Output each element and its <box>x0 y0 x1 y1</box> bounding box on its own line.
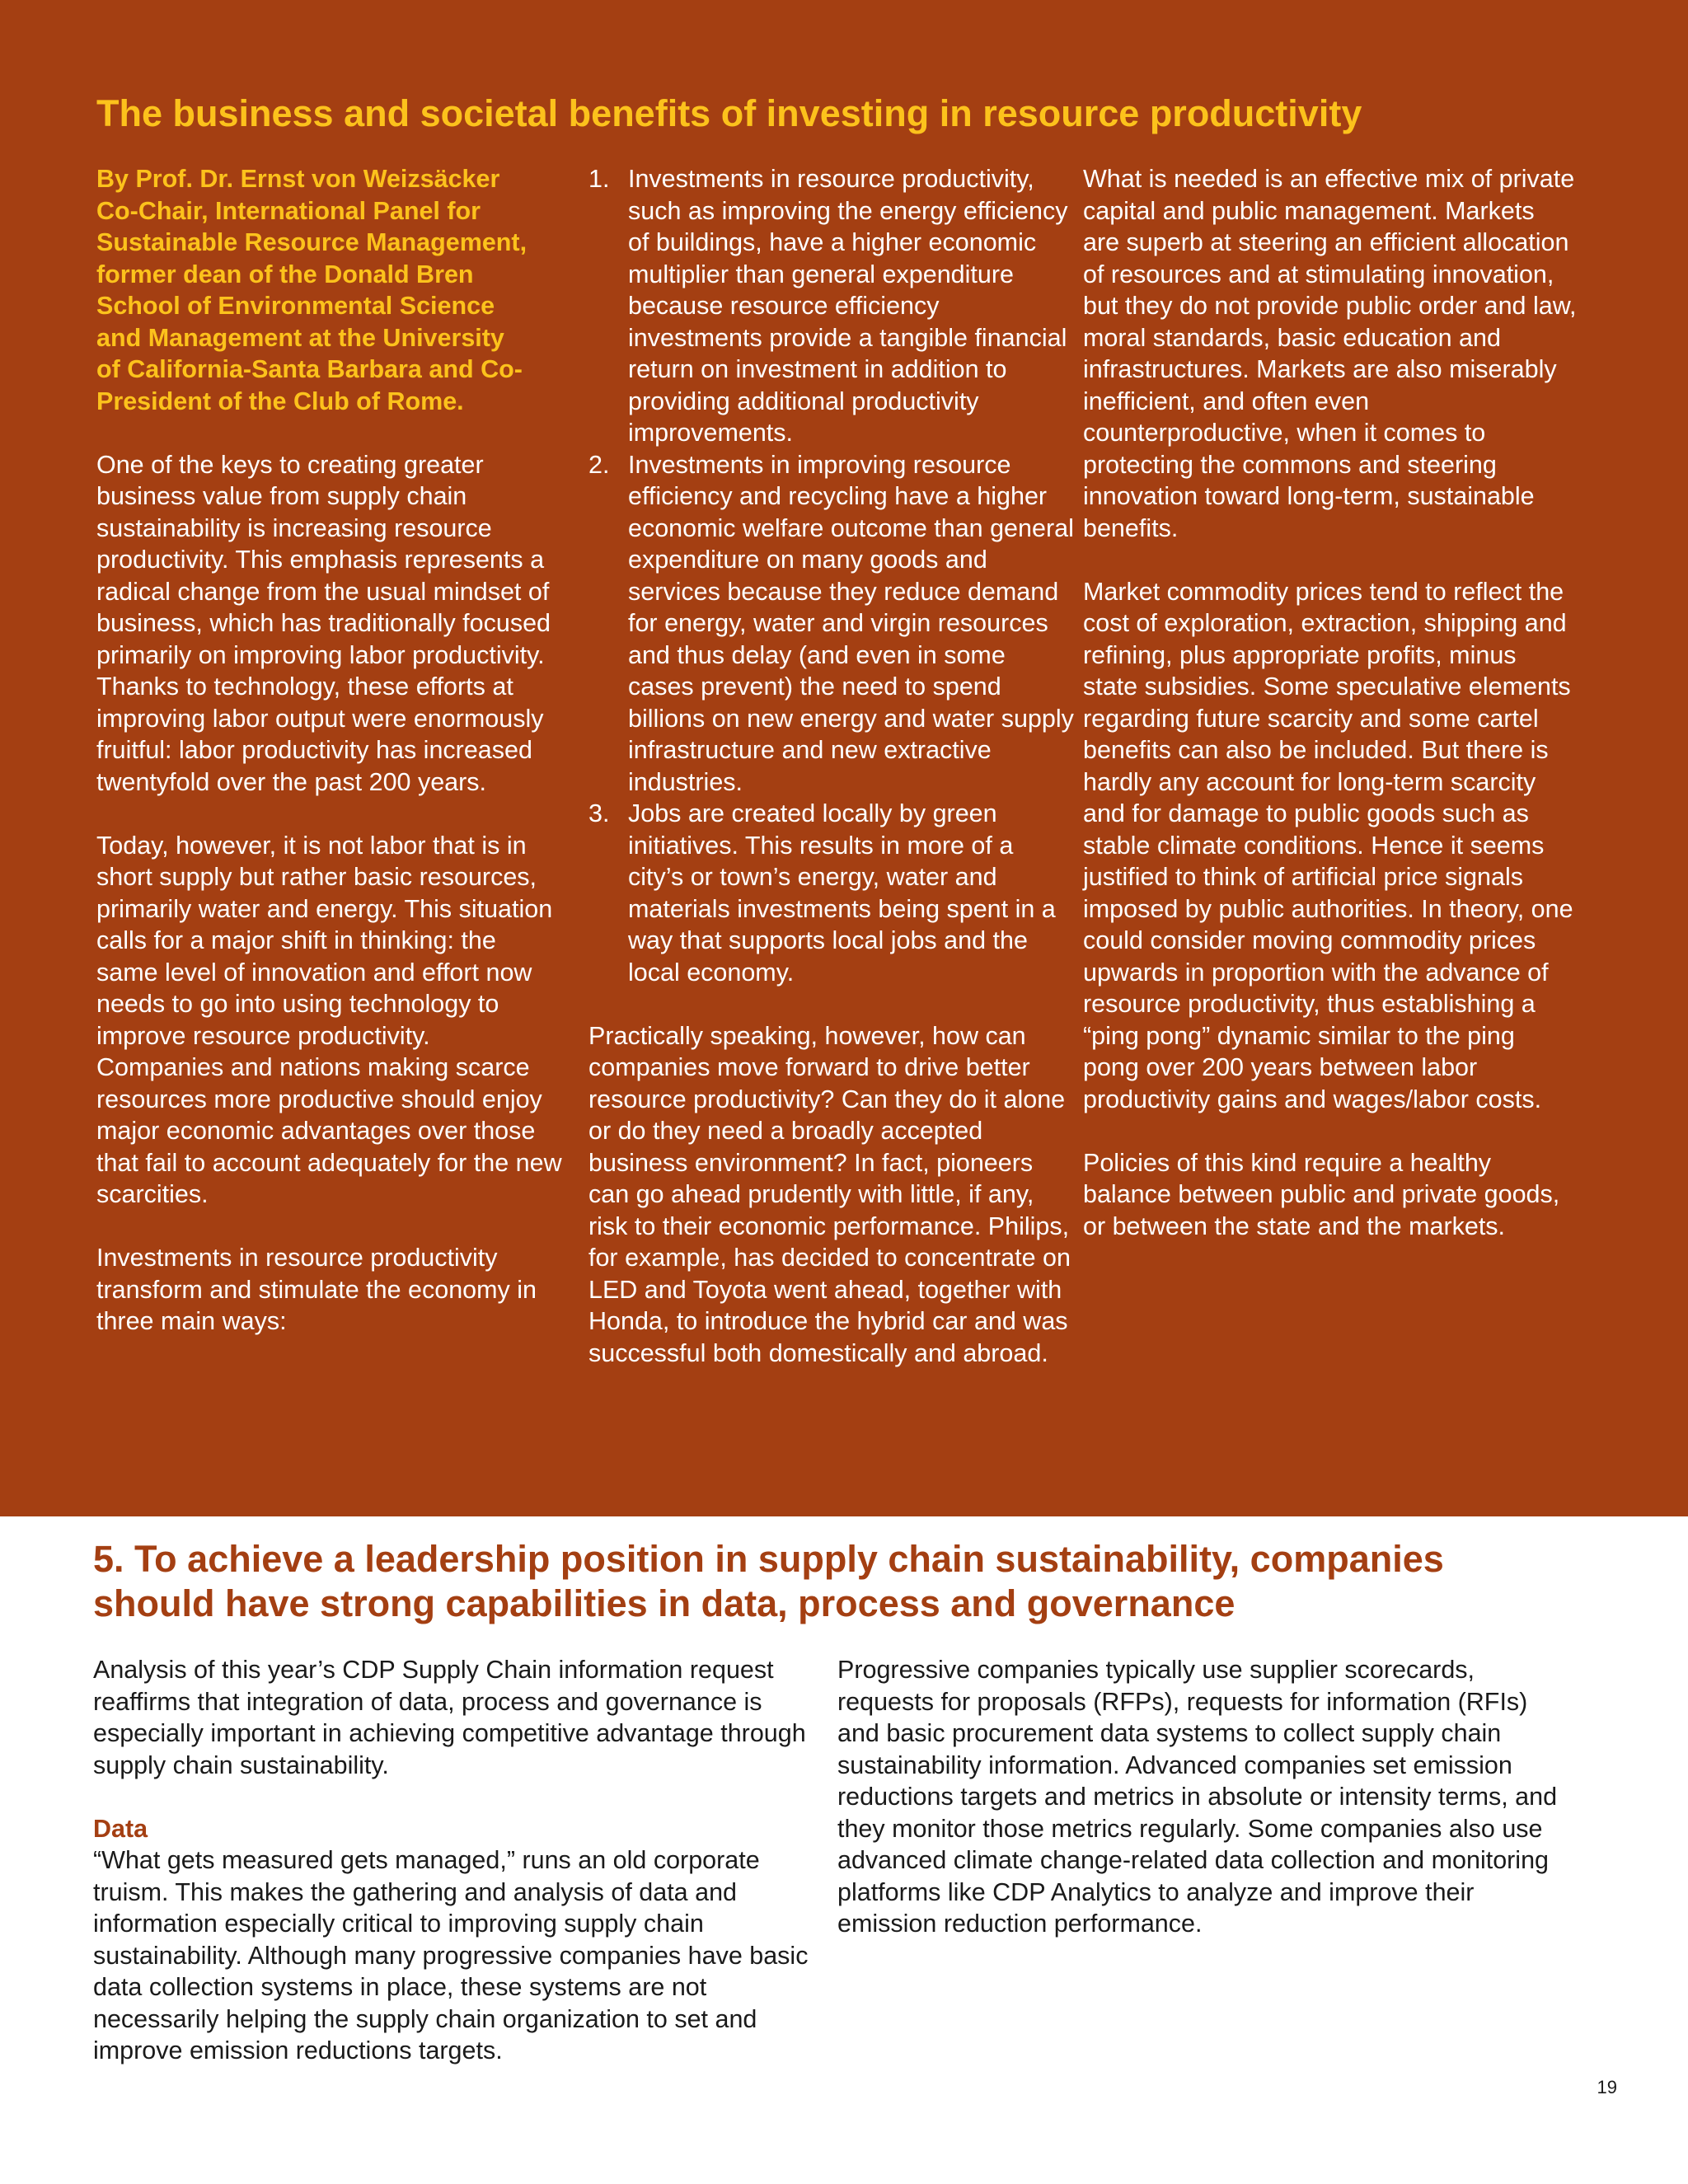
list-item-text: Investments in resource productivity, such as improving the energy efficiency of buildings, have a higher economic multiplier than general expenditure because resource efficiency investments provide a tangible financial return on investment in addition to providing additional productivity improvements. <box>628 165 1068 447</box>
list-item-text: Investments in improving resource efficiency and recycling have a higher economic welfare outcome than general expenditure on many goods and services because they reduce demand for energy, water and virgin resources and thus delay (and even in some cases prevent) the need to spend billions on new energy and water supply infrastructure and new extractive industries. <box>628 450 1074 796</box>
data-subheading: Data <box>93 1814 148 1843</box>
paragraph: Policies of this kind require a healthy balance between public and private goods, or between the state and the markets. <box>1083 1148 1560 1240</box>
numbered-list <box>588 163 1075 988</box>
paragraph: Investments in resource productivity transform and stimulate the economy in three main ways: <box>96 1244 537 1335</box>
list-item <box>588 798 1075 988</box>
paragraph: Today, however, it is not labor that is in short supply but rather basic resources, primarily water and energy. This situation calls for a major shift in thinking: the same level of innovation and effort now needs to go into using technology to improve resource productivity. Companies and nations making scarce resources more productive should enjoy major economic advantages over those that fail to account adequately for the new scarcities. <box>96 831 562 1208</box>
paragraph: Practically speaking, however, how can companies move forward to drive better resource productivity? Can they do it alone or do they need a broadly accepted business environment? In fact, pioneers can go ahead prudently with little, if any, risk to their economic performance. Philips, for example, has decided to concentrate on LED and Toyota went ahead, together with Honda, to introduce the hybrid car and was successful both domestically and abroad. <box>588 1021 1071 1367</box>
list-number: 2. <box>588 450 610 479</box>
list-item <box>588 163 1075 449</box>
list-item <box>588 449 1075 799</box>
feature-column-2 <box>588 163 1075 1369</box>
feature-column-3 <box>1083 163 1578 1242</box>
list-number: 1. <box>588 165 610 193</box>
author-byline: By Prof. Dr. Ernst von Weizsäcker Co-Chair, International Panel for Sustainable Resource Management, former dean of the Donald Bren School of Environmental Science and Management at the University of California-Santa Barbara and Co- President of the Club of Rome. <box>96 165 528 415</box>
paragraph: Market commodity prices tend to reflect the cost of exploration, extraction, shipping and refining, plus appropriate profits, minus state subsidies. Some speculative elements regarding future scarcity and some cartel benefits can also be included. But there is hardly any account for long-term scarcity and for damage to public goods such as stable climate conditions. Hence it seems justified to think of artificial price signals imposed by public authorities. In theory, one could consider moving commodity prices upwards in proportion with the advance of resource productivity, thus establishing a “ping pong” dynamic similar to the ping pong over 200 years between labor productivity gains and wages/labor costs. <box>1083 577 1573 1113</box>
section-heading: 5. To achieve a leadership position in supply chain sustainability, companies should have strong capabilities in data, process and governance <box>93 1538 1444 1624</box>
data-paragraph: “What gets measured gets managed,” runs an old corporate truism. This makes the gathering and analysis of data and information especially critical to improving supply chain sustainability. Although many progressive companies have basic data collection systems in place, these systems are not necessarily helping the supply chain organization to set and improve emission reductions targets. <box>93 1846 809 2064</box>
page-number: 19 <box>1597 2077 1617 2097</box>
paragraph: One of the keys to creating greater business value from supply chain sustainability is increasing resource productivity. This emphasis represents a radical change from the usual mindset of business, which has traditionally focused primarily on improving labor productivity. Thanks to technology, these efforts at improving labor output were enormously fruitful: labor productivity has increased twentyfold over the past 200 years. <box>96 450 551 796</box>
section-column-left <box>93 1654 818 2067</box>
paragraph: What is needed is an effective mix of private capital and public management. Markets are superb at steering an efficient allocation of resources and at stimulating innovation, but they do not provide public order and law, moral standards, basic education and infrastructures. Markets are also miserably inefficient, and often even counterproductive, when it comes to protecting the commons and steering innovation toward long-term, sustainable benefits. <box>1083 165 1577 542</box>
paragraph: Progressive companies typically use supplier scorecards, requests for proposals (RFPs), requests for information (RFIs) and basic procurement data systems to collect supply chain sustainability information. Advanced companies set emission reductions targets and metrics in absolute or intensity terms, and they monitor those metrics regularly. Some companies also use advanced climate change-related data collection and monitoring platforms like CDP Analytics to analyze and improve their emission reduction performance. <box>837 1656 1558 1938</box>
list-number: 3. <box>588 799 610 827</box>
list-item-text: Jobs are created locally by green initiatives. This results in more of a city’s or town’s energy, water and materials investments being spent in a way that supports local jobs and the local economy. <box>628 799 1056 987</box>
feature-title: The business and societal benefits of investing in resource productivity <box>96 92 1362 134</box>
feature-column-1 <box>96 163 562 1338</box>
section-column-right <box>837 1654 1563 1940</box>
intro-paragraph: Analysis of this year’s CDP Supply Chain information request reaffirms that integration of data, process and governance is especially important in achieving competitive advantage through supply chain sustainability. <box>93 1656 806 1779</box>
